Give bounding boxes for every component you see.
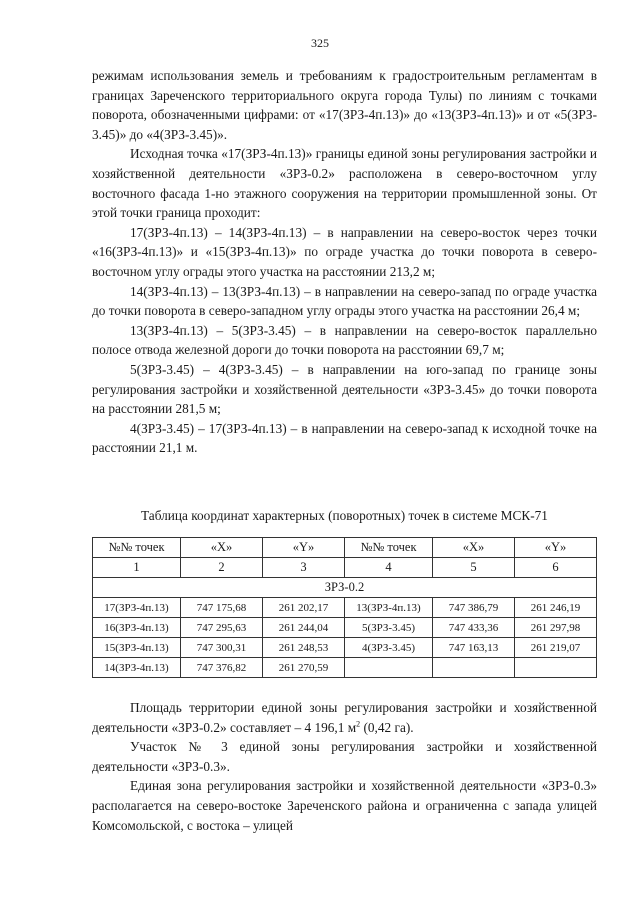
paragraph: 14(ЗРЗ-4п.13) – 13(ЗРЗ-4п.13) – в направлении на северо-запад по ограде участка до точки поворота в северо-западном углу ограды этого участка на расстоянии 26,4 м; [92, 283, 597, 319]
table-cell: 261 270,59 [263, 658, 345, 678]
table-cell: 747 386,79 [433, 598, 515, 618]
paragraph: 13(ЗРЗ-4п.13) – 5(ЗРЗ-3.45) – в направлении на северо-восток параллельно полосе отвода железной дороги до точки поворота на расстоянии 69,7 м; [92, 322, 597, 358]
area-text-end: (0,42 га). [360, 719, 414, 735]
body-text-bottom [92, 698, 597, 835]
table-caption: Таблица координат характерных (поворотных) точек в системе МСК-71 [141, 508, 548, 523]
header-cell: «X» [181, 538, 263, 558]
coordinates-table [92, 537, 597, 678]
table-cell: 261 248,53 [263, 638, 345, 658]
table-cell: 4(ЗРЗ-3.45) [345, 638, 433, 658]
table-cell: 17(ЗРЗ-4п.13) [93, 598, 181, 618]
paragraph: 4(ЗРЗ-3.45) – 17(ЗРЗ-4п.13) – в направлении на северо-запад к исходной точке на расстоянии 21,1 м. [92, 420, 597, 456]
table-cell: 747 376,82 [181, 658, 263, 678]
table-row [93, 638, 597, 658]
table-row [93, 618, 597, 638]
table-row [93, 658, 597, 678]
column-number: 1 [93, 558, 181, 578]
table-cell [345, 658, 433, 678]
area-unit-superscript: 2 [356, 719, 361, 729]
table-cell: 747 300,31 [181, 638, 263, 658]
table-cell: 261 246,19 [515, 598, 597, 618]
paragraph: режимам использования земель и требованиям к градостроительным регламентам в границах Зареченского территориального округа города Тулы) по линиям с точками поворота, обозначенными цифрами: от «17(ЗРЗ-4п.13)» до «13(ЗРЗ-4п.13)» и от «5(ЗРЗ- 3.45)» до «4(ЗРЗ-3.45)». [92, 68, 597, 142]
column-number: 2 [181, 558, 263, 578]
header-cell: №№ точек [93, 538, 181, 558]
column-number-row [93, 558, 597, 578]
area-text: Площадь территории единой зоны регулирования застройки и хозяйственной деятельности «ЗРЗ-0.2» составляет – 4 196,1 м [92, 700, 597, 735]
table-cell: 261 297,98 [515, 618, 597, 638]
table-cell: 747 433,36 [433, 618, 515, 638]
column-number: 5 [433, 558, 515, 578]
header-cell: №№ точек [345, 538, 433, 558]
paragraph: 17(ЗРЗ-4п.13) – 14(ЗРЗ-4п.13) – в направлении на северо-восток через точки «16(ЗРЗ-4п.13)» и «15(ЗРЗ-4п.13)» по ограде участка до точки поворота в северо- восточном углу ограды этого участка на расстоянии 213,2 м; [92, 224, 597, 279]
table-cell: 5(ЗРЗ-3.45) [345, 618, 433, 638]
header-cell: «Y» [515, 538, 597, 558]
header-cell: «X» [433, 538, 515, 558]
header-cell: «Y» [263, 538, 345, 558]
table-cell: 261 202,17 [263, 598, 345, 618]
table-cell: 261 219,07 [515, 638, 597, 658]
table-cell: 261 244,04 [263, 618, 345, 638]
body-text-top [92, 66, 597, 458]
table-cell: 747 175,68 [181, 598, 263, 618]
table-cell: 747 295,63 [181, 618, 263, 638]
table-header-row [93, 538, 597, 558]
table-cell: 747 163,13 [433, 638, 515, 658]
table-cell: 14(ЗРЗ-4п.13) [93, 658, 181, 678]
page-number: 325 [311, 36, 329, 50]
paragraph: Участок № 3 единой зоны регулирования застройки и хозяйственной деятельности «ЗРЗ-0.3». [92, 739, 597, 774]
paragraph: Исходная точка «17(ЗРЗ-4п.13)» границы единой зоны регулирования застройки и хозяйственной деятельности «ЗРЗ-0.2» расположена в северо-восточном углу восточного фасада 1-но этажного сооружения на территории промышленной зоны. От этой точки граница проходит: [92, 146, 597, 221]
column-number: 4 [345, 558, 433, 578]
table-cell: 13(ЗРЗ-4п.13) [345, 598, 433, 618]
column-number: 3 [263, 558, 345, 578]
table-cell [515, 658, 597, 678]
table-row [93, 598, 597, 618]
table-cell [433, 658, 515, 678]
paragraph: Единая зона регулирования застройки и хозяйственной деятельности «ЗРЗ-0.3» располагается на северо-востоке Зареченского района и ограниченна с запада улицей Комсомольской, с востока – улицей [92, 778, 597, 833]
table-cell: 15(ЗРЗ-4п.13) [93, 638, 181, 658]
area-paragraph [92, 698, 597, 737]
zone-label: ЗРЗ-0.2 [93, 578, 597, 598]
column-number: 6 [515, 558, 597, 578]
zone-row [93, 578, 597, 598]
table-cell: 16(ЗРЗ-4п.13) [93, 618, 181, 638]
paragraph: 5(ЗРЗ-3.45) – 4(ЗРЗ-3.45) – в направлении на юго-запад по границе зоны регулирования застройки и хозяйственной деятельности «ЗРЗ-3.45» до точки поворота на расстоянии 281,5 м; [92, 361, 597, 417]
